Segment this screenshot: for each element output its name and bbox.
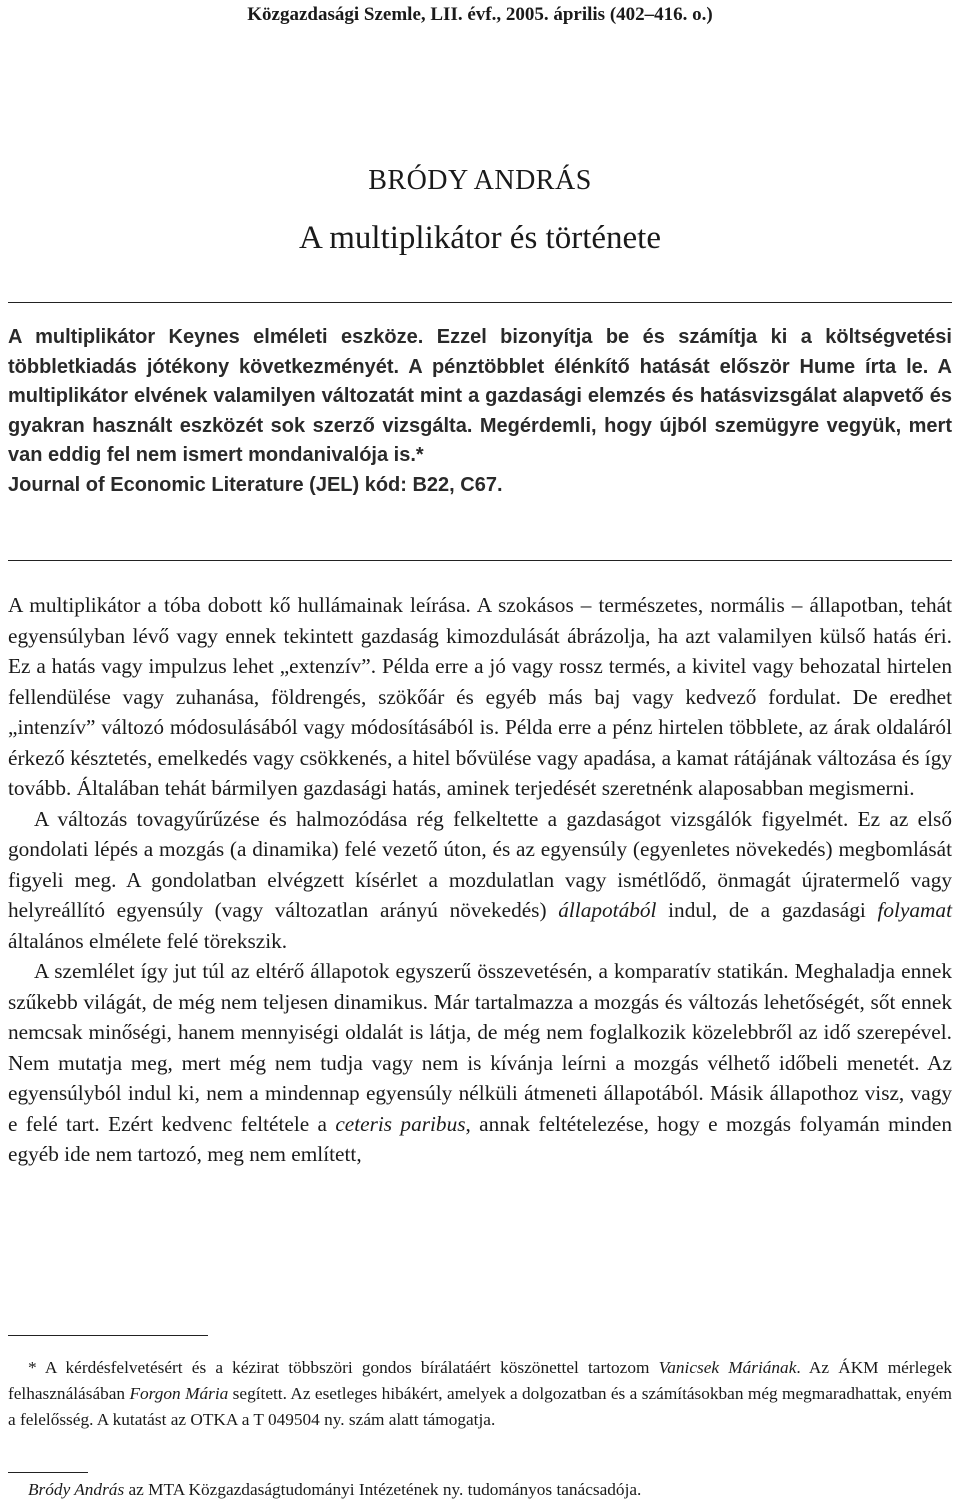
article-title: A multiplikátor és története [298, 220, 661, 256]
footnote [8, 1355, 952, 1433]
author-affiliation [8, 1477, 952, 1503]
body-paragraph-3-text-b: , annak feltételezése, hogy e mozgás folyamán minden egyéb ide nem tartozó, meg nem említett, [8, 1111, 952, 1166]
body-paragraph-3-text-a: A szemlélet így jut túl az eltérő állapotok egyszerű összevetésén, a komparatív statikán. Meghaladja ennek szűkebb világát, de még nem teljesen dinamikus. Már tartalmazza a mozgás és változás lehetőségét, sőt ennek nemcsak minőségi, hanem mennyiségi oldalát is látja, de még nem foglalkozik közelebbről az idő szerepével. Nem mutatja meg, mert még nem tudja vagy nem is kívánja leírni a mozgás vélhető időbeli menetét. Az egyensúlyból indul ki, nem a mindennap egyensúly nélküli átmeneti állapotából. Másik állapothoz visz, vagy e felé tart. Ezért kedvenc feltétele a [8, 959, 952, 1136]
body-paragraph-2-text-b: indul, de a gazdasági [656, 898, 878, 922]
affiliation-author-name: Bródy András [28, 1480, 125, 1499]
abstract-text: A multiplikátor Keynes elméleti eszköze. Ezzel bizonyítja be és számítja ki a költségvetési többletkiadás jótékony következményét. A pénztöbblet élénkítő hatását először Hume írta le. A multiplikátor elvének valamilyen változatát mint a gazdasági elemzés és hatásvizsgálat alapvető és gyakran használt eszközét sok szerző vizsgálta. Megérdemli, hogy újból szemügyre vegyük, mert van eddig fel nem ismert mondanivalója is.* [8, 326, 952, 467]
affiliation-rule [8, 1472, 88, 1473]
body-paragraph-3 [8, 956, 952, 1170]
footnote-text-b: . Az ÁKM mérlegek felhasználásában [8, 1358, 953, 1403]
body-paragraph-2-text-a: A változás tovagyűrűzése és halmozódása rég felkeltette a gazdaságot vizsgálók figyelmét. Ez az első gondolati lépés a mozgás (a dinamika) felé vezető úton, és az egyensúly (egyenletes növekedés) megbomlását figyeli meg. A gondolatban elvégzett kísérlet a mozdulatlan vagy ismétlődő, önmagát újratermelő vagy helyreállító egyensúly (vagy változatlan arányú növekedés) [8, 806, 952, 922]
body-paragraph-2-emphasis-1: állapotából [558, 898, 657, 922]
journal-citation: Közgazdasági Szemle, LII. évf., 2005. április (402–416. o.) [247, 4, 713, 25]
article-author: BRÓDY ANDRÁS [368, 165, 592, 196]
footnote-text-a: * A kérdésfelvetésért és a kézirat többszöri gondos bírálatáért köszönettel tartozom [28, 1358, 659, 1377]
abstract-top-rule [8, 302, 952, 303]
footnote-rule [8, 1335, 208, 1336]
affiliation-text: az MTA Közgazdaságtudományi Intézetének ny. tudományos tanácsadója. [124, 1480, 642, 1499]
footnote-name-2: Forgon Mária [129, 1384, 229, 1403]
footnote-name-1: Vanicsek Máriának [658, 1358, 797, 1377]
footnote-text [8, 1355, 952, 1433]
body-paragraph-3-emphasis: ceteris paribus [335, 1111, 466, 1136]
body-paragraph-2-emphasis-2: folyamat [877, 898, 952, 922]
footnote-text-c: segített. Az esetleges hibákért, amelyek a dolgozatban és a számításokban még megmaradhattak, enyém a felelősség. A kutatást az OTKA a T 049504 ny. szám alatt támogatja. [8, 1384, 952, 1429]
article-body [8, 590, 952, 1170]
body-paragraph-2 [8, 804, 952, 957]
jel-codes: Journal of Economic Literature (JEL) kód: B22, C67. [8, 473, 503, 496]
abstract [8, 323, 952, 501]
abstract-bottom-rule [8, 560, 952, 561]
body-paragraph-1: A multiplikátor a tóba dobott kő hullámainak leírása. A szokásos – természetes, normális – állapotban, tehát egyensúlyban lévő vagy ennek tekintett gazdaság kimozdulását ábrázolja, ha azt valamilyen külső hatás éri. Ez a hatás vagy impulzus lehet „extenzív”. Példa erre a jó vagy rossz termés, a kivitel vagy behozatal hirtelen fellendülése vagy zuhanása, földrengés, szökőár és egyéb más baj vagy kedvező fordulat. De eredhet „intenzív” változó módosulásából vagy módosításából is. Példa erre a pénz hirtelen többlete, az árak oldaláról érkező késztetés, emelkedés vagy csökkenés, a hitel bővülése vagy apadása, a kamat rátájának változása és így tovább. Általában tehát bármilyen gazdasági hatás, aminek terjedését szeretnénk alaposabban megismerni. [8, 593, 952, 800]
body-paragraph-2-text-c: általános elmélete felé törekszik. [8, 928, 288, 953]
